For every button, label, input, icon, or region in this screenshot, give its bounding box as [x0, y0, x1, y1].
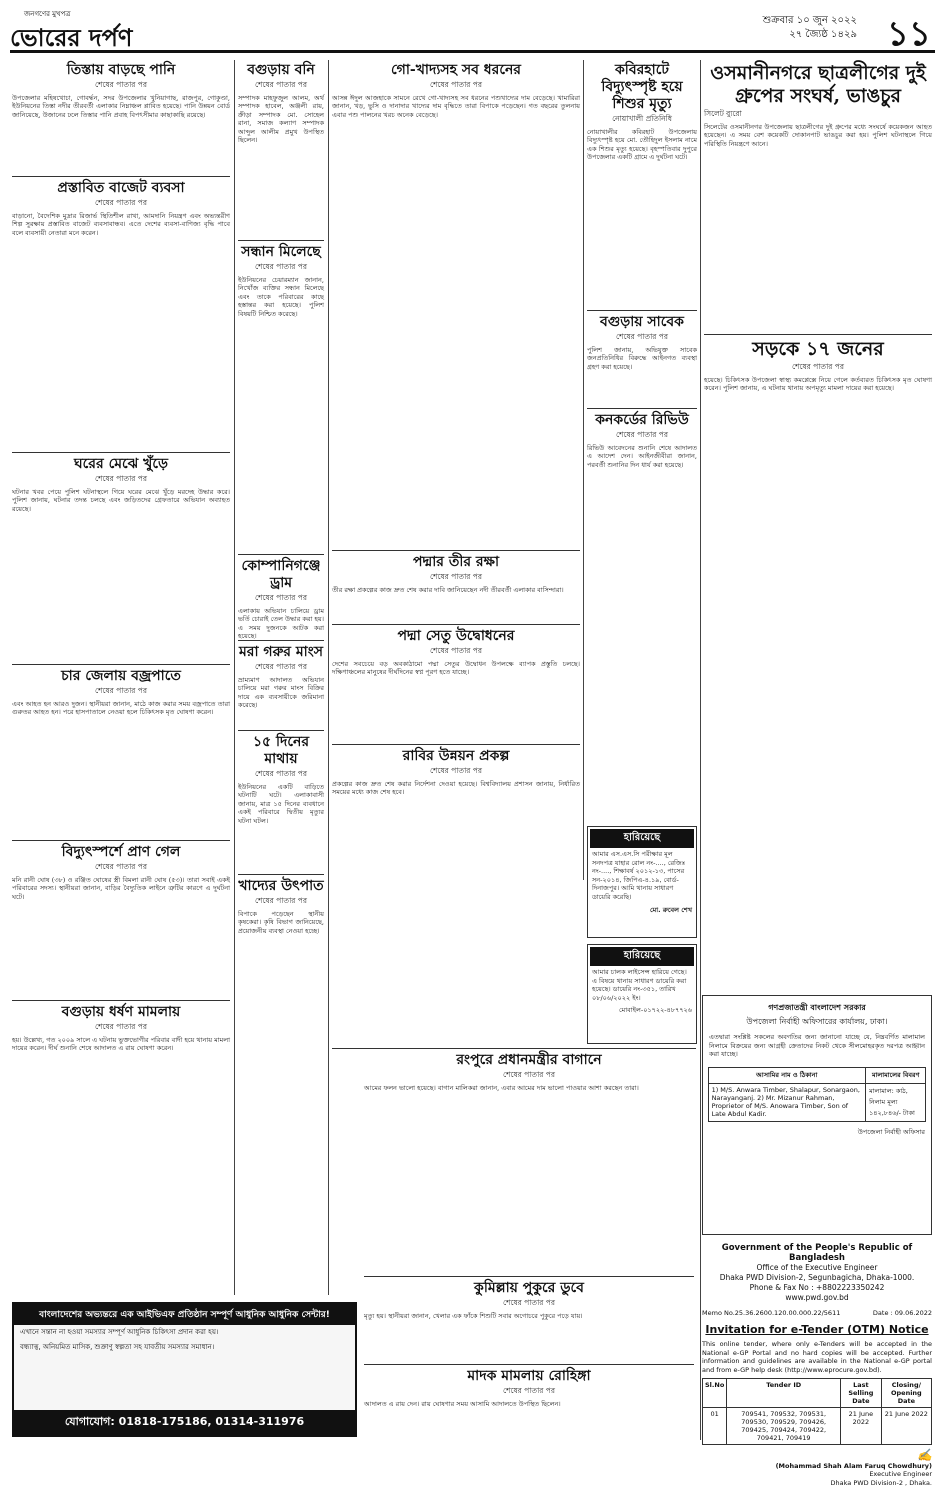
article[interactable] [364, 1052, 694, 1272]
article-headline: প্রস্তাবিত বাজেট ব্যবসা [57, 180, 185, 196]
divider [238, 874, 324, 875]
article[interactable] [238, 734, 324, 870]
article-headline: ১৫ দিনের মাথায় [252, 734, 310, 767]
article[interactable] [364, 1280, 694, 1360]
divider [704, 334, 932, 335]
divider [12, 664, 230, 665]
article-body: এবং আহত হন আরও দুজন। স্থানীয়রা জানান, মাঠে কাজ করার সময় বজ্রপাতে তারা গুরুতর আহত হন। পরে হাসপাতালে নেওয়া হলে চিকিৎসক মৃত ঘোষণা করেন। [12, 700, 230, 717]
article-continuation: শেষের পাতার পর [255, 262, 307, 271]
article-continuation: শেষের পাতার পর [503, 1070, 555, 1079]
newspaper-logo[interactable] [10, 8, 132, 60]
article-headline: সড়কে ১৭ জনের [752, 338, 884, 360]
lost-notice-heading: হারিয়েছে [590, 947, 694, 966]
article-headline: ওসমানীনগরে ছাত্রলীগের দুই গ্রুপের সংঘর্ষ, ভাঙচুর [710, 62, 926, 107]
issue-date [763, 14, 857, 42]
divider [238, 554, 324, 555]
divider [12, 840, 230, 841]
tender-table-header: Closing/ Opening Date [881, 1379, 931, 1408]
article[interactable] [587, 62, 697, 306]
tender-memo-number: Memo No.25.36.2600.120.00.000.22/5611 [702, 1309, 841, 1317]
article[interactable] [238, 62, 324, 238]
tender-table-header: Last Selling Date [841, 1379, 882, 1408]
divider [12, 1000, 230, 1001]
article-body: রিভিউ আবেদনের শুনানি শেষে আদালত এ আদেশ দেন। আইনজীবীরা জানান, পরবর্তী শুনানির দিন ধার্য করা হয়েছে। [587, 444, 697, 469]
article-continuation: শেষের পাতার পর [95, 862, 147, 871]
masthead [10, 8, 935, 53]
article[interactable] [332, 62, 580, 546]
article-headline: কুমিল্লায় পুকুরে ডুবে [474, 1280, 584, 1296]
article-continuation: শেষের পাতার পর [95, 686, 147, 695]
article-byline: নোয়াখালী প্রতিনিধি [612, 114, 672, 123]
article[interactable] [238, 644, 324, 726]
divider [332, 550, 580, 551]
article-body: আসন্ন ঈদুল আজহাকে সামনে রেখে গো-খাদ্যসহ সব ধরনের পশুখাদ্যের দাম বেড়েছে। খামারিরা জানান, খড়, ভুসি ও দানাদার খাদ্যের দাম বৃদ্ধিতে তারা বিপাকে পড়েছেন। গত বছরের তুলনায় এবার পশু পালনের খরচ অনেক বেড়েছে। [332, 94, 580, 119]
tender-table-cell: 21 June 2022 [881, 1408, 931, 1445]
article-body: ইউনিয়নের একটি বাড়িতে ঘটনাটি ঘটে। এলাকাবাসী জানায়, মাত্র ১৫ দিনের ব্যবধানে একই পরিবারে দ্বিতীয় মৃত্যুর ঘটনা ঘটল। [238, 783, 324, 825]
article-continuation: শেষের পাতার পর [255, 662, 307, 671]
date-bengali: ২৭ জ্যৈষ্ঠ ১৪২৯ [789, 29, 857, 40]
article-headline: বগুড়ায় সাবেক [600, 314, 684, 330]
divider [332, 1048, 696, 1049]
article[interactable] [587, 412, 697, 820]
article[interactable] [238, 244, 324, 550]
article-body: তীর রক্ষা প্রকল্পের কাজ দ্রুত শেষ করার দাবি জানিয়েছেন নদী তীরবর্তী এলাকার বাসিন্দারা। [332, 586, 564, 594]
article[interactable] [704, 338, 932, 988]
article-headline: মাদক মামলায় রোহিঙ্গা [467, 1368, 591, 1384]
signature-scribble: ✍ [917, 1448, 932, 1462]
article-headline: চার জেলায় বজ্রপাতে [61, 668, 181, 684]
article-continuation: শেষের পাতার পর [430, 766, 482, 775]
article-body: বিপাকে পড়েছেন স্থানীয় কৃষকেরা। কৃষি বিভাগ জানিয়েছে, প্রয়োজনীয় ব্যবস্থা নেওয়া হচ্ছে। [238, 910, 324, 935]
signer-name: (Mohammad Shah Alam Faruq Chowdhury) [775, 1461, 932, 1470]
government-notice[interactable] [702, 995, 932, 1235]
lost-notice-body: আমার এস.এস.সি পরীক্ষার মূল সনদপত্র যাহার রোল নং-...., রেজিঃ নং-...., শিক্ষাবর্ষ ২০১২-১৩, পাসের সন-২০১৪, জিপিএ-৪.১৯, বোর্ড-দিনাজপুর। আমি থানায় সাধারণ ডায়েরি করেছি। [592, 850, 686, 901]
notice-title: গণপ্রজাতন্ত্রী বাংলাদেশ সরকার [768, 1003, 866, 1012]
article-continuation: শেষের পাতার পর [616, 430, 668, 439]
divider [364, 1276, 694, 1277]
article-body: সিলেটের ওসমানীনগর উপজেলায় ছাত্রলীগের দুই গ্রুপের মধ্যে সংঘর্ষে কয়েকজন আহত হয়েছেন। এ সময় বেশ কয়েকটি দোকানপাট ভাঙচুর করা হয়। পুলিশ ঘটনাস্থলে গিয়ে পরিস্থিতি নিয়ন্ত্রণে আনে। [704, 123, 932, 148]
article-headline: খাদ্যের উৎপাত [238, 878, 324, 894]
tender-date: Date : 09.06.2022 [872, 1309, 932, 1317]
article-continuation: শেষের পাতার পর [255, 80, 307, 89]
lost-notice-signature: মোবাইল-০১৭২২-৪৮৭৭২৬ [618, 1006, 692, 1015]
divider [12, 452, 230, 453]
article-body: মনি রানী ঘোষ (৩৮) ও রঞ্জিত ঘোষের স্ত্রী বিমলা রানী ঘোষ (৫৩)। তারা সবাই একই পরিবারের সদস্য। স্থানীয়রা জানান, বাড়ির বৈদ্যুতিক লাইনে ত্রুটির কারণে এ দুর্ঘটনা ঘটে। [12, 876, 230, 901]
tender-table-cell: 709541, 709532, 709531, 709530, 709529, 709426, 709425, 709424, 709422, 709421, 709419 [727, 1408, 841, 1445]
article[interactable] [238, 558, 325, 641]
column-rule [328, 60, 329, 1295]
signer-title: Executive Engineer [869, 1470, 932, 1478]
article-headline: বিদ্যুৎস্পর্শে প্রাণ গেল [61, 844, 181, 860]
article-continuation: শেষের পাতার পর [95, 1022, 147, 1031]
article-continuation: শেষের পাতার পর [255, 896, 307, 905]
column-rule [700, 60, 701, 1440]
notice-signature: উপজেলা নির্বাহী অফিসার [857, 1127, 925, 1136]
divider [587, 408, 697, 409]
tender-division: Dhaka PWD Division-2, Segunbagicha, Dhaka-1000. [719, 1273, 915, 1282]
logo-tagline: জনগণের মুখপত্র [24, 10, 71, 18]
article-continuation: শেষের পাতার পর [430, 572, 482, 581]
tender-table-header: Sl.No [703, 1379, 727, 1408]
tender-title: Invitation for e-Tender (OTM) Notice [705, 1323, 929, 1336]
divider [238, 240, 324, 241]
tender-website[interactable]: www.pwd.gov.bd [785, 1293, 849, 1302]
article-headline: কোম্পানিগঞ্জে ড্রাম [241, 558, 321, 591]
article-headline: রংপুরে প্রধানমন্ত্রীর বাগানে [456, 1052, 602, 1068]
date-gregorian: শুক্রবার ১০ জুন ২০২২ [762, 15, 857, 26]
article[interactable] [364, 1368, 694, 1444]
article-continuation: শেষের পাতার পর [792, 362, 844, 371]
article[interactable] [704, 62, 932, 330]
article-body: পুলিশ জানায়, অভিযুক্ত সাবেক জনপ্রতিনিধির বিরুদ্ধে আইনগত ব্যবস্থা গ্রহণ করা হয়েছে। [587, 346, 697, 371]
article-body: আদালত এ রায় দেন। রায় ঘোষণার সময় আসামি আদালতে উপস্থিত ছিলেন। [364, 1400, 561, 1408]
tender-table-cell: 01 [703, 1408, 727, 1445]
article-headline: কবিরহাটে বিদ্যুৎস্পৃষ্ট হয়ে শিশুর মৃত্যু [601, 62, 683, 112]
article-body: ইউনিয়নের চেয়ারম্যান জানান, নিখোঁজ ব্যক্তির সন্ধান মিলেছে এবং তাকে পরিবারের কাছে হস্তান্তর করা হয়েছে। পুলিশ বিষয়টি নিশ্চিত করেছে। [238, 276, 324, 318]
article[interactable] [12, 668, 230, 836]
article-body: সম্পাদক মাহফুজুল আলম, অর্থ সম্পাদক হাবেল, অঞ্জলী রায়, ক্রীড়া সম্পাদক মো. সোহেল রানা, সমাজ কল্যাণ সম্পাদক আব্দুল আলীম প্রমুখ উপস্থিত ছিলেন। [238, 94, 324, 145]
article[interactable] [332, 554, 580, 620]
article-continuation: শেষের পাতার পর [255, 769, 307, 778]
lost-notice-signature: মো. রুবেল শেখ [650, 905, 692, 914]
article[interactable] [12, 1004, 230, 1092]
ad-header: বাংলাদেশের অভ্যন্তরে এক আইভিএফ প্রতিষ্ঠান সম্পূর্ণ আধুনিক আধুনিক সেন্টার! [14, 1304, 355, 1325]
divider [12, 176, 230, 177]
article[interactable] [332, 748, 580, 1044]
notice-table-header: আসামির নাম ও ঠিকানা [708, 1067, 866, 1083]
article-body: উপজেলার মহিষখোচা, গোবর্দ্ধন, সদর উপজেলার খুনিয়াগাছ, রাজপুর, গোকুণ্ডা, ইউনিয়নের তিস্তা নদীর তীরবর্তী এলাকার নিম্নাঞ্চল প্লাবিত হয়েছে। পানি উন্নয়ন বোর্ড জানিয়েছে, উজানের ঢলে তিস্তার পানি প্রবাহ বিপৎসীমার কাছাকাছি রয়েছে। [12, 94, 230, 119]
article-body: প্রকল্পের কাজ দ্রুত শেষ করার নির্দেশনা দেওয়া হয়েছে। বিশ্ববিদ্যালয় প্রশাসন জানায়, নির্ধারিত সময়ের মধ্যে কাজ শেষ হবে। [332, 780, 580, 797]
article-headline: কনকর্ডের রিভিউ [595, 412, 689, 428]
tender-phone: Phone & Fax No : +8802223350242 [749, 1283, 885, 1292]
article-continuation: শেষের পাতার পর [430, 80, 482, 89]
article-headline: ঘরের মেঝে খুঁড়ে [74, 456, 168, 472]
tender-memo-line [702, 1309, 932, 1317]
tender-government: Government of the People's Republic of Bangladesh [721, 1243, 913, 1263]
article-continuation: শেষের পাতার পর [503, 1386, 555, 1395]
article-body: আমের ফলন ভালো হয়েছে। বাগান মালিকরা জানান, এবার আমের দাম ভালো পাওয়ার আশা করছেন তারা। [364, 1084, 639, 1092]
article[interactable] [332, 628, 580, 740]
article-headline: পদ্মা সেতু উদ্বোধনের [397, 628, 515, 644]
article-continuation: শেষের পাতার পর [255, 593, 307, 602]
article-body: হয়েছে। চিকিৎসক উপজেলা স্বাস্থ্য কমপ্লেক্সে নিয়ে গেলে কর্তব্যরত চিকিৎসক মৃত ঘোষণা করেন। পুলিশ জানায়, এ ঘটনায় থানায় অপমৃত্যু মামলা দায়ের করা হয়েছে। [704, 376, 932, 393]
notice-text: এতদ্বারা সংশ্লিষ্ট সকলের অবগতির জন্য জানানো যাচ্ছে যে, নিম্নবর্ণিত মালামাল নিলামে বিক্রয়ের জন্য আগ্রহী ক্রেতাদের নিকট থেকে সীলমোহরকৃত দরপত্র আহ্বান করা যাচ্ছে। [709, 1033, 925, 1058]
article[interactable] [587, 314, 697, 404]
article[interactable] [12, 62, 230, 174]
article-body: ভ্রাম্যমাণ আদালত অভিযান চালিয়ে মরা গরুর মাংস বিক্রির দায়ে এক ব্যবসায়ীকে জরিমানা করেছে। [238, 676, 324, 710]
logo-text: ভোরের দর্পণ [10, 23, 133, 52]
article-body: হয়। উল্লেখ্য, গত ২০০৯ সালে এ ঘটনায় ভুক্তভোগীর পরিবার বাদী হয়ে থানায় মামলা দায়ের করেন। দীর্ঘ শুনানি শেষে আদালত এ রায় ঘোষণা করেন। [12, 1036, 230, 1053]
column-rule [583, 60, 584, 880]
article-headline: মরা গরুর মাংস [238, 644, 323, 660]
article[interactable] [12, 180, 230, 448]
notice-table [708, 1067, 927, 1122]
divider [238, 640, 324, 641]
article-body: দেশের সবচেয়ে বড় অবকাঠামো পদ্মা সেতুর উদ্বোধন উপলক্ষে ব্যাপক প্রস্তুতি চলছে। দক্ষিণাঞ্চলের মানুষের দীর্ঘদিনের স্বপ্ন পূরণ হতে যাচ্ছে। [332, 660, 580, 677]
ad-text: এখানে সন্তান না হওয়া সমস্যার সম্পূর্ণ আধুনিক চিকিৎসা প্রদান করা হয়। [20, 1328, 219, 1336]
article[interactable] [12, 844, 230, 996]
article-continuation: শেষের পাতার পর [503, 1298, 555, 1307]
page-number: ১১ [886, 14, 931, 54]
tender-text: This online tender, where only e-Tenders will be accepted in the National e-GP Portal and no hard copies will be accepted. Further information and guidelines are available in the National e-GP portal and from e-GP help desk (http://www.eprocure.gov.bd). [702, 1340, 932, 1374]
article-body: এলাকায় অভিযান চালিয়ে ড্রাম ভর্তি চোরাই তেল উদ্ধার করা হয়। এ সময় দুজনকে আটক করা হয়েছে। [238, 607, 325, 641]
article-body: নোয়াখালীর কবিরহাট উপজেলায় বিদ্যুৎস্পৃষ্ট হয়ে মো. তৌহিদুল ইসলাম নামে এক শিশুর মৃত্যু হয়েছে। বৃহস্পতিবার দুপুরে উপজেলার একটি গ্রামে এ দুর্ঘটনা ঘটে। [587, 128, 697, 162]
tender-table-cell: 21 June 2022 [841, 1408, 882, 1445]
e-tender-notice[interactable] [702, 1243, 932, 1487]
notice-subtitle: উপজেলা নির্বাহী অফিসারের কার্যালয়, ঢাকা। [746, 1017, 888, 1026]
ad-text: বন্ধ্যাত্ব, অনিয়মিত মাসিক, শুক্রাণু স্বল্পতা সহ যাবতীয় সমস্যার সমাধান। [20, 1343, 215, 1351]
divider [332, 744, 580, 745]
article-continuation: শেষের পাতার পর [95, 198, 147, 207]
signer-office: Dhaka PWD Division-2 , Dhaka. [830, 1478, 932, 1487]
divider [364, 1364, 694, 1365]
article-headline: তিস্তায় বাড়ছে পানি [66, 62, 176, 78]
article-continuation: শেষের পাতার পর [430, 646, 482, 655]
tender-table-header: Tender ID [727, 1379, 841, 1408]
article-headline: গো-খাদ্যসহ সব ধরনের [390, 62, 522, 78]
tender-header [702, 1243, 932, 1303]
article-body: ঘটনার খবর পেয়ে পুলিশ ঘটনাস্থলে গিয়ে ঘরের মেঝে খুঁড়ে মরদেহ উদ্ধার করে। পুলিশ জানায়, ঘটনার তদন্ত চলছে এবং জড়িতদের গ্রেফতারে অভিযান অব্যাহত রয়েছে। [12, 488, 230, 513]
lost-notice[interactable] [587, 944, 697, 1044]
tender-office: Office of the Executive Engineer [756, 1263, 878, 1272]
article-headline: বগুড়ায় বনি [247, 62, 315, 78]
article-continuation: শেষের পাতার পর [616, 332, 668, 341]
divider [238, 730, 324, 731]
column-rule [234, 60, 235, 1295]
article-body: বাড়ানো, বৈদেশিক মুদ্রার রিজার্ভ স্থিতিশীল রাখা, আমদানি নিয়ন্ত্রণ এবং অভ্যন্তরীণ শিল্প সুরক্ষায় প্রস্তাবিত বাজেট ব্যবসাবান্ধব। এতে দেশের ব্যবসা-বাণিজ্য বৃদ্ধি পাবে বলে ব্যবসায়ী নেতারা মনে করেন। [12, 212, 230, 237]
lost-notice-heading: হারিয়েছে [590, 829, 694, 848]
article[interactable] [12, 456, 230, 660]
article-headline: পদ্মার তীর রক্ষা [412, 554, 500, 570]
divider [332, 624, 580, 625]
tender-table [702, 1378, 932, 1445]
divider [587, 310, 697, 311]
article-headline: বগুড়ায় ধর্ষণ মামলায় [61, 1004, 181, 1020]
tender-signature [702, 1448, 932, 1487]
article-continuation: শেষের পাতার পর [95, 80, 147, 89]
article-headline: সন্ধান মিলেছে [241, 244, 321, 260]
lost-notice-body: আমার চালক লাইসেন্স হারিয়ে গেছে। এ বিষয়ে থানায় সাধারণ ডায়েরি করা হয়েছে। ডায়েরি নং-৩৫১, তারিখ ০৮/০৬/২০২২ ইং। [592, 968, 687, 1002]
advertisement[interactable] [12, 1302, 357, 1437]
article-byline: সিলেট ব্যুরো [704, 109, 742, 118]
article-body: মৃত্যু হয়। স্থানীয়রা জানান, খেলার এক ফাঁকে শিশুটি সবার অগোচরে পুকুরে পড়ে যায়। [364, 1312, 583, 1320]
lost-notice[interactable] [587, 826, 697, 938]
article-continuation: শেষের পাতার পর [95, 474, 147, 483]
notice-table-cell: 1) M/S. Anwara Timber, Shalapur, Sonargaon, Narayanganj. 2) Mr. Mizanur Rahman, Proprietor of M/S. Anowara Timber, Son of Late Abdul Kadir. [708, 1083, 866, 1121]
notice-table-cell: মালামাল: কাঠ, নিলাম মূল্য ১৪২,৮৪৬/- টাকা [866, 1083, 926, 1121]
article[interactable] [238, 878, 324, 1088]
article-headline: রাবির উন্নয়ন প্রকল্প [402, 748, 510, 764]
ad-phone[interactable]: যোগাযোগ: 01818-175186, 01314-311976 [14, 1410, 355, 1435]
notice-table-header: মালামালের বিবরণ [866, 1067, 926, 1083]
